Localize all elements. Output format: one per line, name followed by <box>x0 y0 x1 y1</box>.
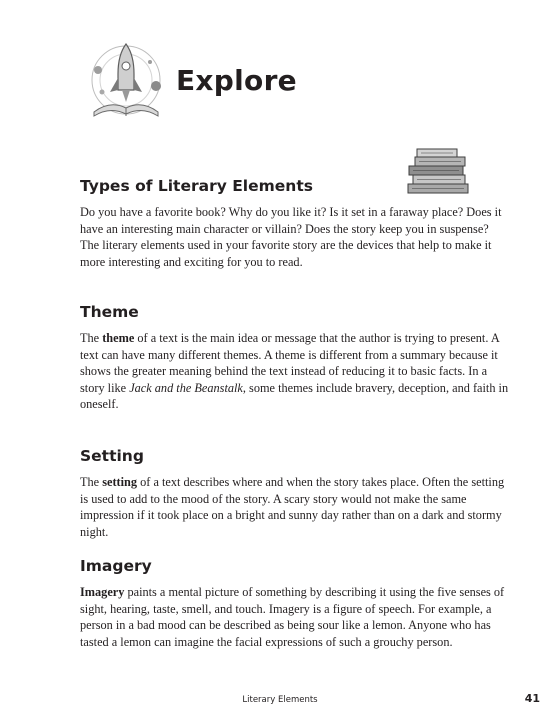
section-body <box>80 474 510 540</box>
section-heading: Types of Literary Elements <box>80 177 313 195</box>
section-body: Do you have a favorite book? Why do you like it? Is it set in a faraway place? Does it have an interesting main character or villain? Does the story keep you in suspense? The literary elements used in your favorite story are the devices that help to make it more interesting and exciting for you to read. <box>80 205 502 269</box>
section-types <box>80 176 510 270</box>
section-body <box>80 584 510 650</box>
section-body <box>80 330 510 413</box>
body-text: of a text is the main idea or message that the author is trying to present. A text can have many different themes. A theme is different from a summary because it shows the greater meaning behind the text instead of reducing it to basic facts. In a story like <box>80 331 500 395</box>
footer-label: Literary Elements <box>242 695 318 705</box>
section-imagery <box>80 556 510 650</box>
section-heading: Imagery <box>80 557 152 575</box>
page-title: Explore <box>176 64 297 97</box>
section-heading: Setting <box>80 447 144 465</box>
key-term: setting <box>102 475 138 489</box>
section-theme <box>80 302 510 413</box>
body-text: The <box>80 331 103 345</box>
body-text: of a text describes where and when the story takes place. Often the setting is used to add to the mood of the story. A scary story would not make the same impression if it took place on a bright and sunny day rather than on a dark and stormy night. <box>80 475 505 539</box>
section-setting <box>80 446 510 540</box>
body-text: , some themes include bravery, deception, and faith in oneself. <box>80 380 509 412</box>
story-title: Jack and the Beanstalk <box>129 380 243 395</box>
body-text: The <box>80 475 103 489</box>
page-header <box>80 40 380 120</box>
key-term: Imagery <box>80 585 125 599</box>
key-term: theme <box>102 331 135 345</box>
rocket-book-icon <box>80 40 172 120</box>
page-number: 41 <box>524 692 540 705</box>
body-text: paints a mental picture of something by describing it using the five senses of sight, hearing, taste, smell, and touch. Imagery is a figure of speech. For example, a person in a bad mood can be described as being sour like a lemon. Anyone who has tasted a lemon can imagine the facial expressions of such a grouchy person. <box>80 585 505 649</box>
section-heading: Theme <box>80 303 139 321</box>
